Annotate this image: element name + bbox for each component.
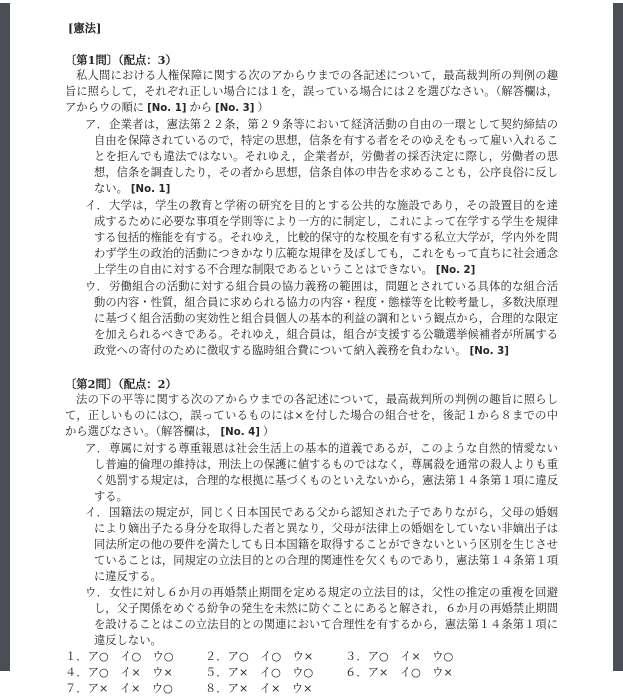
- question-2-heading: 〔第2問〕（配点：2）: [65, 377, 177, 391]
- question-1-intro: [65, 68, 558, 117]
- answer-option-7: ７．ア× イ× ウ○: [65, 682, 173, 695]
- q1-statement-u-label: ウ．: [85, 280, 110, 293]
- q2-statement-u-label: ウ．: [85, 586, 110, 599]
- q2-statement-u: [65, 585, 558, 649]
- q2-statement-u-text: 女性に対し６か月の再婚禁止期間を定める規定の立法目的は，父性の推定の重複を回避し，父子関係をめぐる紛争の発生を未然に防ぐことにあると解され，６か月の再婚禁止期間を設けることはこの立法目的との関連において合理性を有するから，憲法第１４条第１項に違反しない。: [94, 586, 558, 647]
- q2-statement-i: [65, 505, 558, 585]
- q2-statement-i-text: 国籍法の規定が，同じく日本国民である父から認知された子でありながら，父母の婚姻により嫡出子たる身分を取得した者と異なり，父母が法律上の婚姻をしていない非嫡出子は同法所定の他の要件を満たしても日本国籍を取得することができないという区別を生じさせていることは，同規定の立法目的との合理的関連性を欠くものであり，憲法第１４条第１項に違反する。: [94, 506, 559, 583]
- page-left-edge: [0, 3, 10, 671]
- question-1-intro-text: 私人間における人権保障に関する次のアからウまでの各記述について，最高裁判所の判例の趣旨に照らして，それぞれ正しい場合には１を，誤っている場合には２を選びなさい。（解答欄は，アからウの順に: [65, 69, 558, 114]
- section-title: [憲法]: [68, 21, 102, 35]
- q1-statement-i-text: 大学は，学生の教育と学術の研究を目的とする公共的な施設であり，その設置目的を達成するために必要な事項を学則等により一方的に制定し，これによって在学する学生を規律する包括的権能を有する。それゆえ，比較的保守的な校風を有する私立大学が，学内外を問わず学生の政治的活動につきかなり広範な規律を及ぼしても，これをもって直ちに社会通念上学生の自由に対する不合理な制限であるということはできない。: [94, 199, 559, 276]
- q1-statement-i-answer-ref: [No. 2]: [435, 265, 476, 276]
- answer-option-6: ６．ア× イ○ ウ×: [345, 666, 453, 679]
- q2-statement-i-label: イ．: [85, 506, 110, 519]
- answer-ref-no1: [No. 1]: [147, 103, 187, 114]
- q1-statement-a-answer-ref: [No. 1]: [130, 184, 171, 195]
- question-2-intro-close: ）: [262, 425, 275, 438]
- answer-option-3: ３．ア○ イ× ウ○: [345, 650, 454, 663]
- answer-option-8: ８．ア× イ× ウ×: [205, 682, 313, 695]
- q2-statement-a-label: ア．: [85, 442, 110, 455]
- q1-statement-i-label: イ．: [85, 199, 110, 212]
- question-1-intro-close: ）: [257, 101, 269, 114]
- q2-statement-a: [65, 441, 558, 505]
- q1-statement-u-text: 労働組合の活動に対する組合員の協力義務の範囲は，問題とされている具体的な組合活動の内容・性質，組合員に求められる協力の内容・程度・態様等を比較考量し，多数決原理に基づく組合活動の実効性と組合員個人の基本的利益の調和という観点から，合理的な限定を加えられるべきである。それゆえ，組合員は，組合が支援する公職選挙候補者が所属する政党への寄付のために徴収する臨時組合費について納入義務を負わない。: [94, 280, 558, 357]
- q1-statement-a-text: 企業者は，憲法第２２条，第２９条等において経済活動の自由の一環として契約締結の自由を保障されているので，特定の思想，信条を有する者をそのゆえをもって雇い入れることを拒んでも違法ではない。それゆえ，企業者が，労働者の採否決定に際し，労働者の思想，信条を調査したり，その者から思想，信条自体の申告を求めることも，公序良俗に反しない。: [94, 118, 558, 195]
- answer-option-list: [65, 649, 558, 697]
- question-1-intro-mid: から: [189, 101, 213, 114]
- q1-statement-i: [65, 198, 558, 279]
- question-1: [65, 52, 558, 360]
- answer-ref-no3: [No. 3]: [215, 103, 255, 114]
- q1-statement-a-label: ア．: [85, 118, 110, 131]
- question-2: [65, 376, 558, 697]
- q1-statement-u: [65, 279, 558, 360]
- question-2-intro-text: 法の下の平等に関する次のアからウまでの各記述について，最高裁判所の判例の趣旨に照らして，正しいものには○，誤っているものには×を付した場合の組合せを，後記１から８までの中から選びなさい。（解答欄は，: [65, 393, 558, 438]
- answer-option-2: ２．ア○ イ○ ウ×: [205, 650, 314, 663]
- answer-option-5: ５．ア× イ○ ウ○: [205, 666, 314, 679]
- answer-option-4: ４．ア○ イ× ウ×: [65, 666, 173, 679]
- q1-statement-a: [65, 117, 558, 198]
- answer-option-1: １．ア○ イ○ ウ○: [65, 650, 174, 663]
- page-right-edge: [613, 3, 623, 671]
- q1-statement-u-answer-ref: [No. 3]: [469, 346, 509, 357]
- question-1-heading: 〔第1問〕（配点：3）: [65, 53, 177, 67]
- question-2-intro: [65, 392, 558, 441]
- page-content: [10, 0, 613, 695]
- answer-ref-no4: [No. 4]: [220, 427, 260, 438]
- q2-statement-a-text: 尊属に対する尊重報恩は社会生活上の基本的道義であるが，このような自然的情愛ないし普遍的倫理の維持は，刑法上の保護に値するものではなく，尊属殺を通常の殺人よりも重く処罰する規定は，合理的な根拠に基づくものといえないから，憲法第１４条第１項に違反する。: [94, 442, 558, 503]
